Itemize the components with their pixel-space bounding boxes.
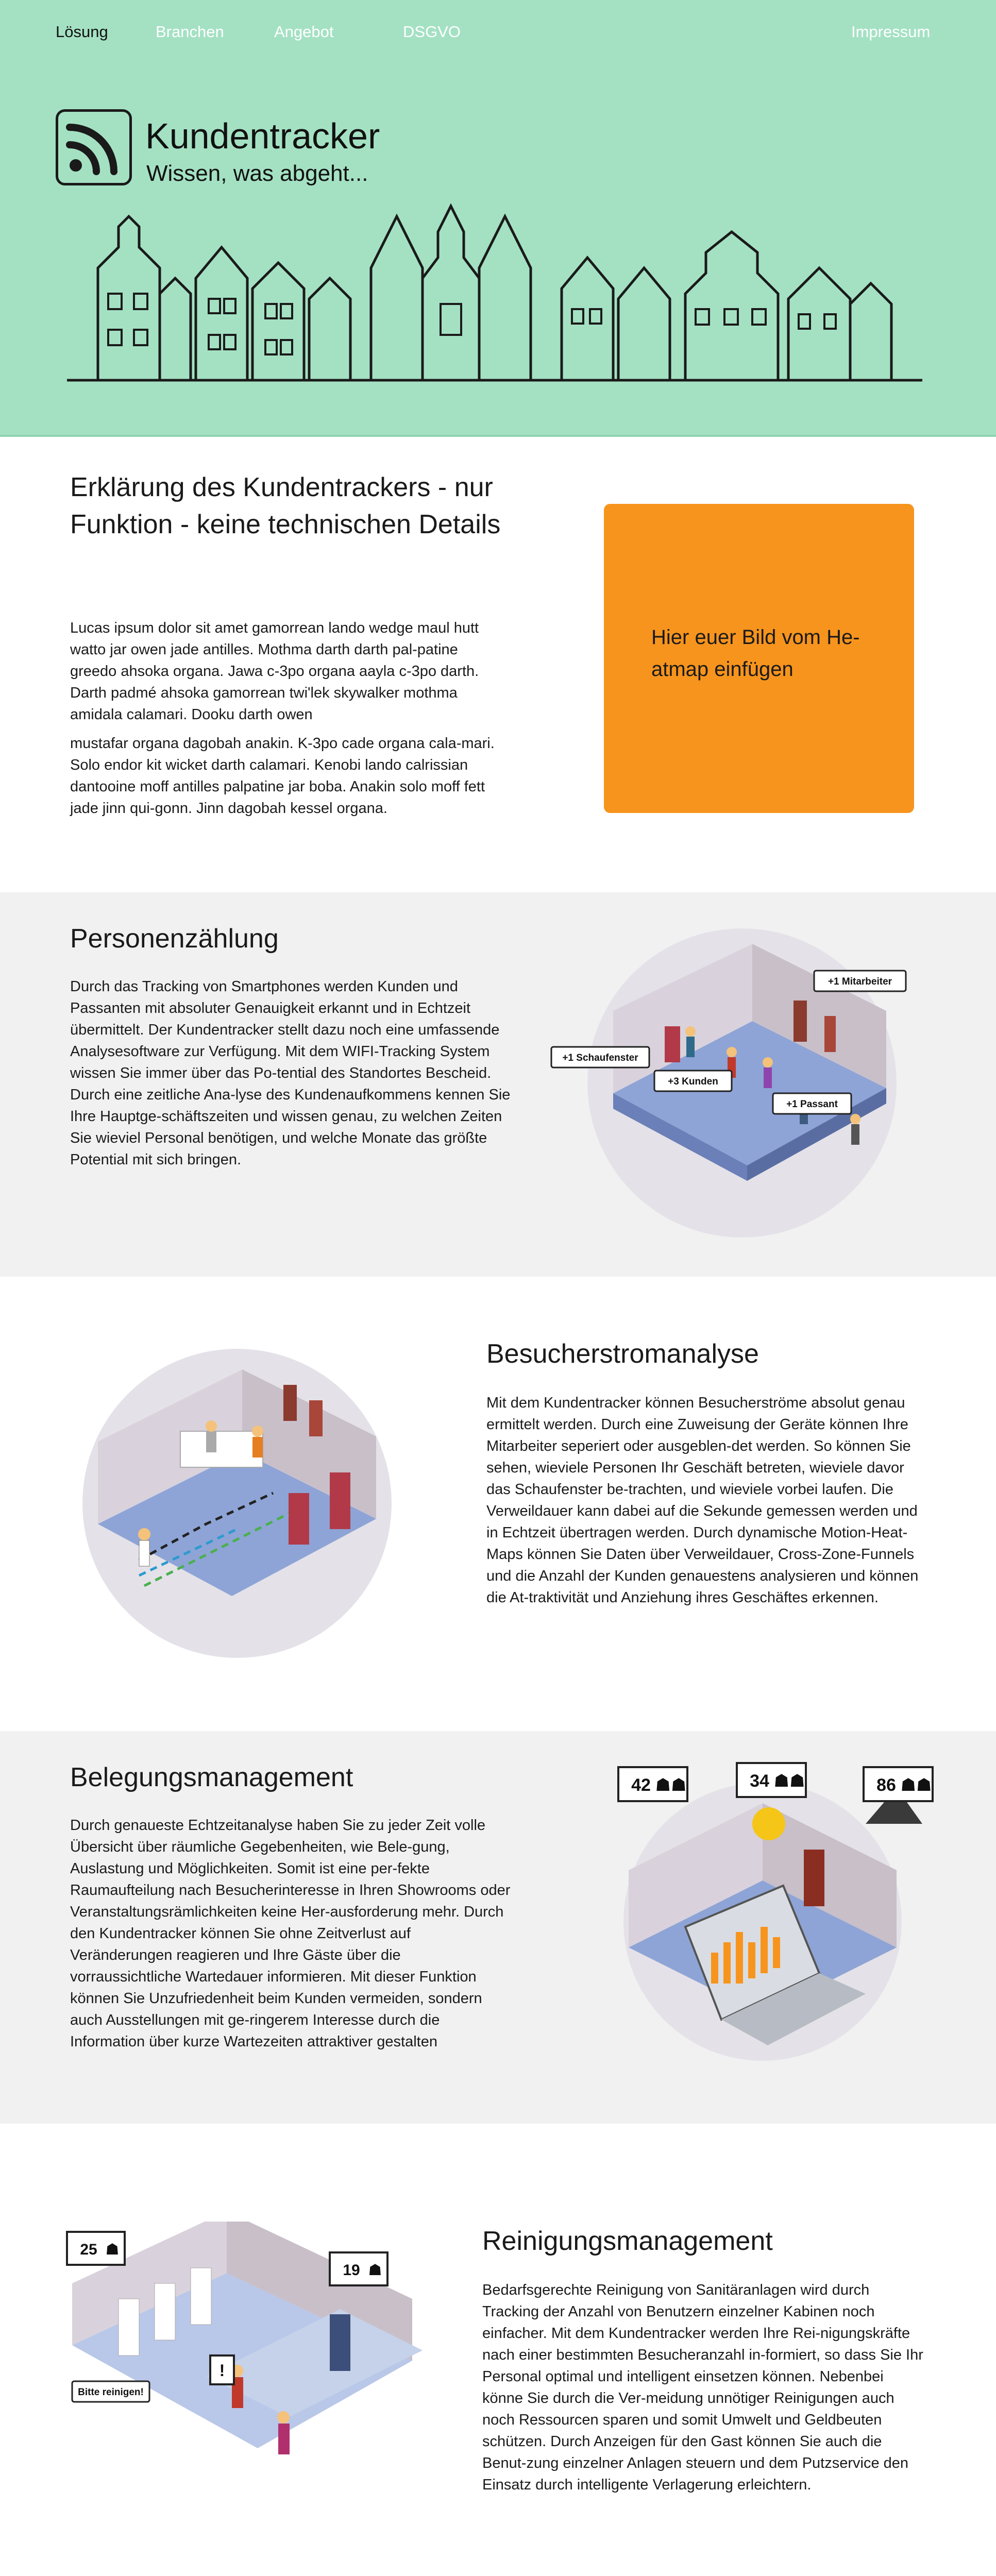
belegung-text: Durch genaueste Echtzeitanalyse haben Sie zu jeder Zeit volle Übersicht über räumliche Gegebenheiten, wie Bele-gung, Auslastung und Möglichkeiten. Somit ist eine per-fekte Raumaufteilung nach Besucherinteresse in Ihren Showrooms oder Veranstaltungsrämlichkeiten keine Her-ausforderung mehr. Durch den Kundentracker können Sie ohne Zeitverlust auf Veränderungen reagieren und Ihre Gäste über die vorraussichtliche Wartedauer informieren. Mit dieser Funktion können Sie Unzufriedenheit beim Kunden vermeiden, sondern auch Ausstellungen mit ge-ringerem Interesse durch die Information über kurze Wartezeiten attraktiver gestalten — [70, 1817, 511, 2050]
svg-text:25: 25 — [80, 2241, 97, 2258]
svg-text:☗: ☗ — [105, 2241, 120, 2258]
svg-text:!: ! — [219, 2361, 225, 2380]
heatmap-image-placeholder — [604, 504, 914, 813]
svg-text:☗: ☗ — [368, 2262, 382, 2279]
svg-text:+1 Schaufenster: +1 Schaufenster — [562, 1053, 638, 1063]
reinigung-text: Bedarfsgerechte Reinigung von Sanitäranlagen wird durch Tracking der Anzahl von Benutzern einzelner Kabinen noch einfacher. Mit dem Kundentracker werden Ihre Rei-nigungskräfte nach einer bestimmten Besucheranzahl in-formiert, so dass Sie Ihr Personal optimal und intelligent einsetzen können. Nebenbei könne Sie durch die Ver-meidung unnötiger Reinigungen auch noch Ressourcen sparen und somit Umwelt und Geldbeuten schützen. Durch Anzeigen für den Gast können Sie auch die Benut-zung einzelner Anlagen steuern und dem Putzservice den Einsatz durch intelligente Verlagerung erleichtern. — [482, 2282, 923, 2493]
cabin-alert — [210, 2355, 234, 2384]
besucher-section — [0, 1277, 996, 1731]
occupancy-illustration — [577, 1757, 948, 2076]
cleaning-alert-label — [72, 2381, 149, 2402]
besucher-title: Besucherstromanalyse — [486, 1339, 759, 1369]
intro-paragraph-1: Lucas ipsum dolor sit amet gamorrean lando wedge maul hutt watto jar owen jade antilles. Mothma darth darth pal-patine greedo ahsoka organa. Jawa c-3po organa aayla c-3po darth. Darth padmé ahsoka gamorrean twi'lek skywalker mothma amidala calamari. Dooku darth owen — [70, 620, 479, 723]
personen-title: Personenzählung — [70, 924, 279, 954]
occupancy-count-3 — [864, 1767, 933, 1801]
cleaning-illustration — [41, 2222, 453, 2531]
occupancy-count-1 — [618, 1767, 687, 1801]
nav-item-branchen[interactable]: Branchen — [156, 23, 224, 41]
main-nav — [0, 23, 996, 43]
svg-text:☗☗: ☗☗ — [655, 1775, 687, 1795]
intro-paragraph-2: mustafar organa dagobah anakin. K-3po cade organa cala-mari. Solo endor kit wicket darth calamari. Kenobi lando calrissian dantooine moff antilles palpatine jar boba. Anakin solo moff fett jade jinn qui-gonn. Jinn dagobah kessel organa. — [70, 735, 495, 817]
label-passant — [773, 1093, 851, 1114]
personen-section — [0, 892, 996, 1277]
reinigung-title: Reinigungsmanagement — [482, 2226, 773, 2256]
city-skyline-illustration — [67, 191, 922, 386]
svg-text:+1 Passant: +1 Passant — [786, 1099, 838, 1110]
personen-text: Durch das Tracking von Smartphones werden Kunden und Passanten mit absoluter Genauigkeit erkannt und in Echtzeit übermittelt. Der Kundentracker stellt dazu noch eine umfassende Analysesoftware zur Verfügung. Mit dem WIFI-Tracking System wissen Sie immer über das Po-tential des Standortes Bescheid. Durch eine zeitliche Ana-lyse des Kundenaufkommens kennen Sie Ihre Hauptge-schäftszeiten und wissen genau, zu welchen Zeiten Sie wieviel Personal benötigen, und welche Monate das größte Potential mit sich bringen. — [70, 978, 511, 1168]
person-counting-illustration — [536, 923, 948, 1243]
label-kunden — [654, 1071, 732, 1091]
intro-text — [70, 617, 508, 819]
svg-text:34: 34 — [750, 1771, 769, 1791]
brand-title[interactable]: Kundentracker — [145, 116, 380, 156]
intro-title: Erklärung des Kundentrackers - nur Funktion - keine technischen Details — [70, 472, 501, 539]
svg-text:86: 86 — [876, 1775, 896, 1795]
occupancy-count-2 — [737, 1763, 806, 1797]
svg-text:+3 Kunden: +3 Kunden — [668, 1076, 718, 1087]
svg-text:+1 Mitarbeiter: +1 Mitarbeiter — [828, 976, 892, 987]
nav-item-angebot[interactable]: Angebot — [274, 23, 334, 41]
rss-feed-icon[interactable] — [56, 109, 132, 185]
belegung-section — [0, 1731, 996, 2124]
belegung-title: Belegungsmanagement — [70, 1762, 353, 1792]
visitor-flow-illustration — [41, 1338, 433, 1668]
cabin-count-1 — [67, 2232, 125, 2265]
label-mitarbeiter — [814, 971, 906, 991]
svg-text:Bitte reinigen!: Bitte reinigen! — [78, 2387, 144, 2398]
svg-text:☗☗: ☗☗ — [900, 1775, 932, 1795]
brand-subtitle: Wissen, was abgeht... — [146, 161, 368, 186]
placeholder-text: Hier euer Bild vom He-atmap einfügen — [651, 626, 860, 681]
intro-section — [0, 439, 996, 892]
nav-item-impressum[interactable]: Impressum — [851, 23, 931, 41]
reinigung-section — [0, 2124, 996, 2576]
svg-text:42: 42 — [631, 1775, 651, 1795]
label-schaufenster — [551, 1047, 649, 1067]
svg-text:☗☗: ☗☗ — [773, 1771, 805, 1791]
svg-text:19: 19 — [343, 2262, 360, 2279]
site-header — [0, 0, 996, 437]
cabin-count-2 — [330, 2252, 387, 2285]
besucher-text: Mit dem Kundentracker können Besucherströme absolut genau ermittelt werden. Durch eine Zuweisung der Geräte können Ihre Mitarbeiter seperiert oder ausgeblen-det werden. So können Sie sehen, wieviele Personen Ihr Geschäft betreten, wieviele davor das Schaufenster be-trachten, und wieviele vorbei laufen. Die Verweildauer kann dabei auf die Sekunde gemessen werden und in Echtzeit übertragen werden. Durch dynamische Motion-Heat-Maps können Sie Daten über Verweildauer, Cross-Zone-Funnels und die Anzahl der Kunden genauestens analysieren und können die At-traktivität und Anziehung ihres Geschäftes erkennen. — [486, 1395, 919, 1606]
nav-item-dsgvo[interactable]: DSGVO — [403, 23, 461, 41]
nav-item-loesung[interactable]: Lösung — [56, 23, 108, 41]
